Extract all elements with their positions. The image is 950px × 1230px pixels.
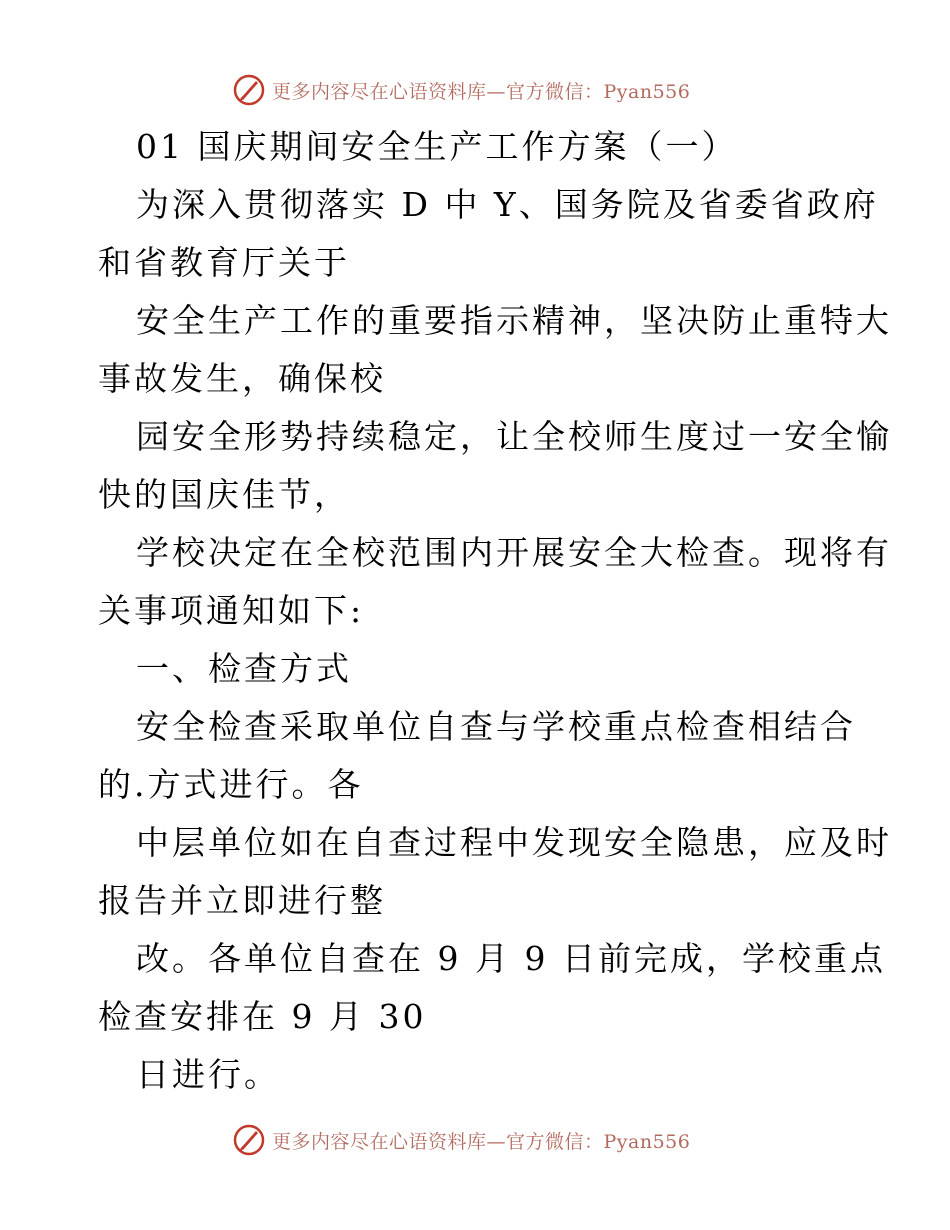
paragraph-line: 中层单位如在自查过程中发现安全隐患，应及时	[136, 823, 892, 862]
paragraph-line: 学校决定在全校范围内开展安全大检查。现将有	[136, 533, 892, 572]
paragraph-line: 日进行。	[136, 1055, 280, 1094]
section-heading: 一、检查方式	[136, 649, 352, 688]
paragraph-line: 关事项通知如下:	[98, 591, 365, 630]
paragraph-line: 报告并立即进行整	[98, 881, 386, 920]
paragraph-line: 园安全形势持续稳定，让全校师生度过一安全愉	[136, 417, 892, 456]
quill-pen-icon	[232, 1123, 266, 1157]
document-body	[98, 118, 892, 1104]
paragraph-line: 检查安排在 9 月 30	[98, 997, 427, 1036]
paragraph-line: 安全生产工作的重要指示精神，坚决防止重特大	[136, 301, 892, 340]
footer-watermark-banner	[232, 1120, 732, 1160]
quill-pen-icon	[232, 73, 266, 107]
paragraph-line: 快的国庆佳节，	[98, 475, 350, 514]
document-title: 01 国庆期间安全生产工作方案（一）	[136, 127, 738, 166]
header-watermark-banner	[232, 70, 732, 110]
paragraph-line: 安全检查采取单位自查与学校重点检查相结合	[136, 707, 856, 746]
watermark-text: 更多内容尽在心语资料库—官方微信：Pyan556	[272, 80, 691, 103]
paragraph-line: 为深入贯彻落实 D 中 Y、国务院及省委省政府	[136, 185, 879, 224]
paragraph-line: 和省教育厅关于	[98, 243, 350, 282]
paragraph-line: 改。各单位自查在 9 月 9 日前完成，学校重点	[136, 939, 886, 978]
watermark-text: 更多内容尽在心语资料库—官方微信：Pyan556	[272, 1130, 691, 1153]
paragraph-line: 的.方式进行。各	[98, 765, 364, 804]
paragraph-line: 事故发生，确保校	[98, 359, 386, 398]
